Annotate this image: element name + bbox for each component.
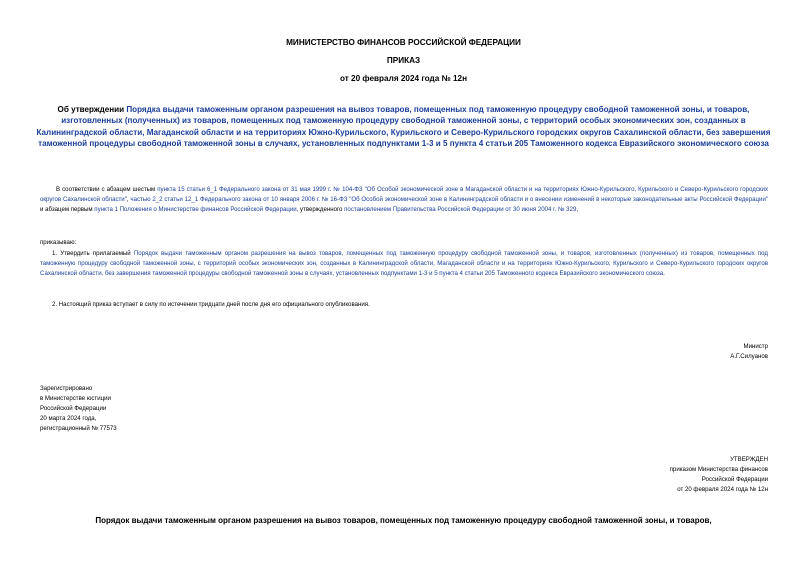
- item-1-link[interactable]: Порядок выдачи таможенным органом разрешения на вывоз товаров, помещенных под таможенную процедуру свободной таможенной зоны, и товаров, изготовленных (полученных) из товаров, помещенных под таможенную процедуру свободной таможенной зоны, с территорий особых экономических зон, созданных в Калининградской области, Магаданской области и на территориях Южно-Курильского, Курильского и Северо-Курильского городских округов Сахалинской области, без завершения таможенной процедуры свободной таможенной зоны в случаях, установленных подпунктами 1-3 и 5 пункта 4 статьи 205 Таможенного кодекса Евразийского экономического союза: [40, 250, 768, 278]
- approved-line: Российской Федерации: [701, 476, 768, 484]
- preamble-link-4[interactable]: постановлением Правительства Российской Федерации от 30 июня 2004 г. № 329: [344, 206, 577, 214]
- registration-line: в Министерстве юстиции: [40, 395, 111, 403]
- ministry-heading: МИНИСТЕРСТВО ФИНАНСОВ РОССИЙСКОЙ ФЕДЕРАЦИИ: [286, 38, 521, 47]
- approved-line: приказом Министерства финансов: [669, 466, 768, 474]
- approved-block: [670, 455, 768, 495]
- item-1-end: .: [663, 270, 665, 278]
- preamble-link-1[interactable]: пункта 15 статьи 6_1 Федерального закона от 31 мая 1999 г. № 104-ФЗ "Об Особой экономической зоне в Магаданской области и на территориях Южно-Курильского, Курильского и Северо-Курильского городских округов Сахалинской области": [40, 186, 768, 204]
- preamble-text-1: В соответствии с абзацем шестым: [56, 186, 158, 193]
- item-1-paragraph: [40, 249, 768, 279]
- preamble-paragraph: [40, 185, 768, 215]
- procedure-title: Порядок выдачи таможенным органом разрешения на вывоз товаров, помещенных под таможенную процедуру свободной таможенной зоны, и товаров,: [95, 516, 712, 525]
- preamble-text-4: , утвержденного: [296, 206, 345, 214]
- document-title: [36, 104, 771, 150]
- item-1-text: 1. Утвердить прилагаемый: [52, 250, 134, 257]
- doc-date-number: от 20 февраля 2024 года № 12н: [339, 74, 468, 83]
- title-link[interactable]: Порядка выдачи таможенным органом разрешения на вывоз товаров, помещенных под таможенную процедуру свободной таможенной зоны, и товаров, изготовленных (полученных) из товаров, помещенных под таможенную процедуру свободной таможенной зоны, с территорий особых экономических зон, созданных в Калининградской области, Магаданской области и на территориях Южно-Курильского, Курильского и Северо-Курильского городских округов Сахалинской области, без завершения таможенной процедуры свободной таможенной зоны в случаях, установленных подпунктами 1-3 и 5 пункта 4 статьи 205 Таможенного кодекса Евразийского экономического союза: [36, 105, 771, 149]
- preamble-link-3[interactable]: пункта 1 Положения о Министерстве финансов Российской Федерации: [94, 206, 297, 214]
- preamble-text-2: ,: [126, 196, 131, 204]
- registration-line: регистрационный № 77573: [40, 425, 117, 433]
- registration-line: Российской Федерации: [40, 405, 107, 413]
- doc-type-heading: ПРИКАЗ: [386, 56, 421, 65]
- registration-block: [40, 384, 117, 434]
- registration-line: 20 марта 2024 года,: [40, 415, 97, 423]
- signature-name: А.Г.Силуанов: [730, 353, 768, 360]
- registration-line: Зарегистрировано: [40, 385, 93, 392]
- approved-line: от 20 февраля 2024 года № 12н: [677, 486, 768, 494]
- preamble-text-5: ,: [576, 206, 579, 214]
- approved-line: УТВЕРЖДЕН: [730, 456, 768, 463]
- signature-position: Министр: [743, 343, 768, 350]
- preamble-text-3: и абзацем первым: [40, 206, 95, 214]
- orders-word: приказываю:: [40, 239, 77, 246]
- preamble-link-2[interactable]: частью 2_2 статьи 12_1 Федерального закона от 10 января 2006 г. № 16-ФЗ "Об Особой экономической зоне в Калининградской области и о внесении изменений в некоторые законодательные акты Российской Федерации": [130, 196, 769, 204]
- item-2-paragraph: 2. Настоящий приказ вступает в силу по истечении тридцати дней после дня его официального опубликования.: [52, 301, 370, 308]
- title-prefix: Об утверждении: [57, 105, 127, 114]
